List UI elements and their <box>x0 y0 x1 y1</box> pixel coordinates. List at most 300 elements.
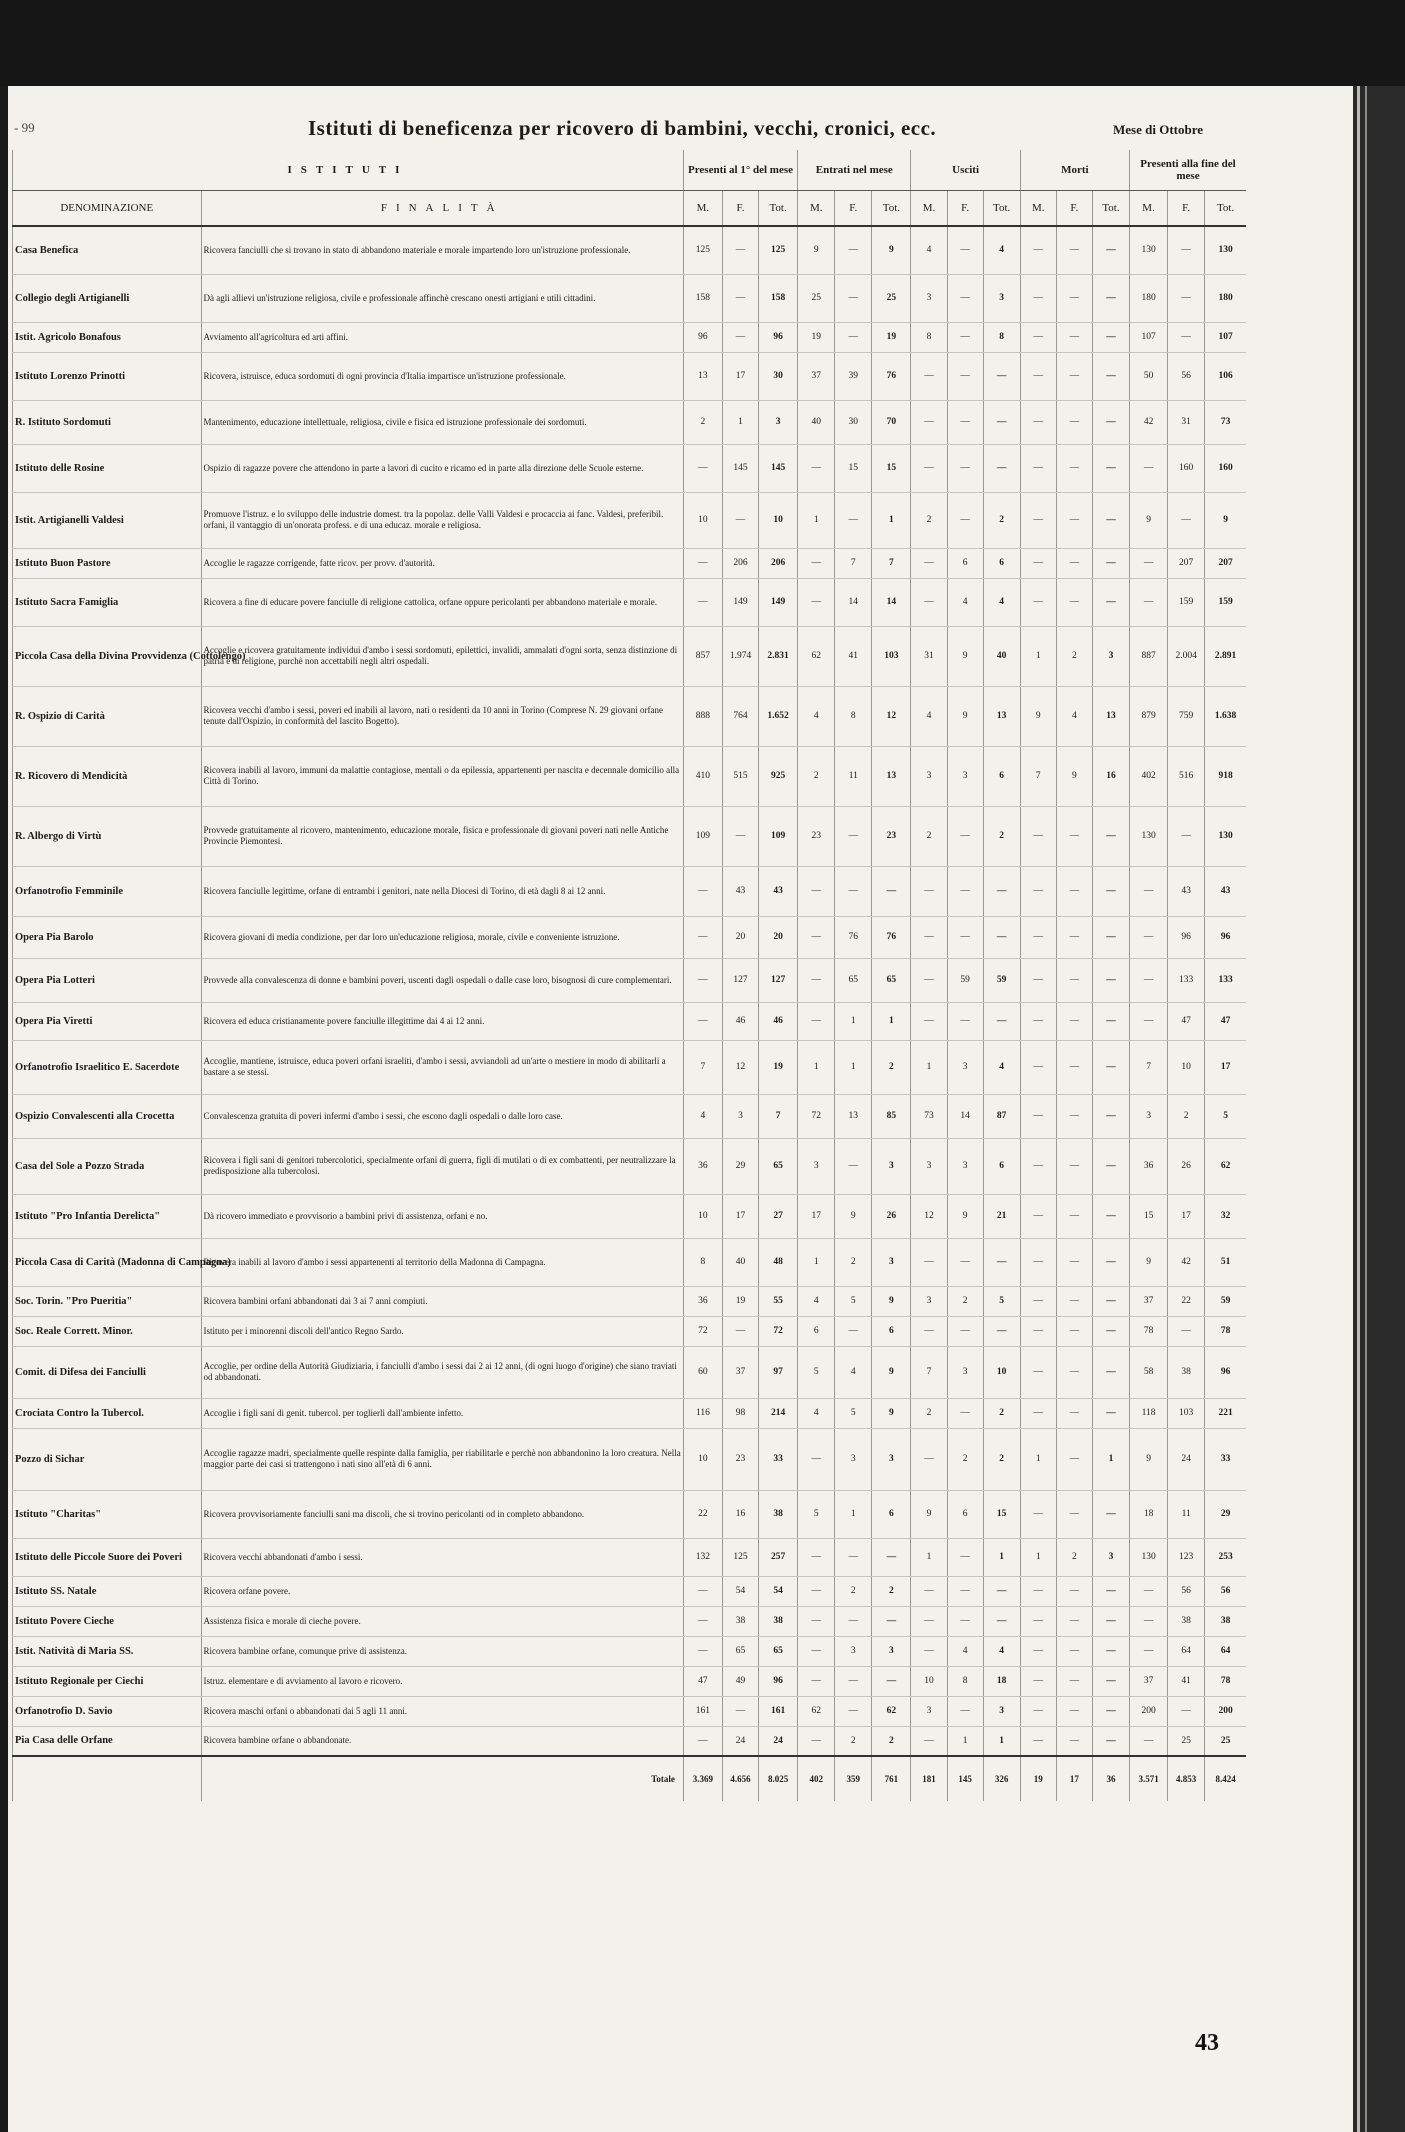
count-cell: 158 <box>683 274 722 322</box>
count-cell: 51 <box>1205 1238 1246 1286</box>
institution-name: Istituto Povere Cieche <box>13 1606 202 1636</box>
count-cell: 76 <box>872 352 911 400</box>
institution-name: Opera Pia Barolo <box>13 916 202 958</box>
count-cell: 12 <box>911 1194 947 1238</box>
count-cell: 36 <box>683 1138 722 1194</box>
count-cell: 46 <box>759 1002 798 1040</box>
table-body <box>13 226 1247 1756</box>
count-cell: 62 <box>1205 1138 1246 1194</box>
count-cell: — <box>947 444 983 492</box>
count-cell: — <box>1020 548 1056 578</box>
count-cell: 3 <box>947 1138 983 1194</box>
count-cell: 6 <box>983 1138 1020 1194</box>
institution-name: Ospizio Convalescenti alla Crocetta <box>13 1094 202 1138</box>
count-cell: 37 <box>1130 1286 1168 1316</box>
count-cell: — <box>835 1138 872 1194</box>
count-cell: 130 <box>1130 1538 1168 1576</box>
header-f: F. <box>835 191 872 227</box>
count-cell: 15 <box>983 1490 1020 1538</box>
count-cell: 107 <box>1130 322 1168 352</box>
count-cell: — <box>1056 226 1092 274</box>
count-cell: 10 <box>1168 1040 1205 1094</box>
count-cell: 22 <box>1168 1286 1205 1316</box>
count-cell: — <box>835 1316 872 1346</box>
institution-purpose: Ricovera a fine di educare povere fanciulle di religione cattolica, orfane oppure pericolanti per abbandono materiale e morale. <box>201 578 683 626</box>
institution-purpose: Istituto per i minorenni discoli dell'antico Regno Sardo. <box>201 1316 683 1346</box>
institution-name: Istituto "Charitas" <box>13 1490 202 1538</box>
institution-purpose: Ricovera fanciulli che si trovano in stato di abbandono materiale e morale impartendo loro un'istruzione professionale. <box>201 226 683 274</box>
count-cell: — <box>1020 1194 1056 1238</box>
count-cell: 9 <box>1056 746 1092 806</box>
count-cell: — <box>1020 274 1056 322</box>
count-cell: 3 <box>872 1428 911 1490</box>
count-cell: — <box>1056 1238 1092 1286</box>
count-cell: 7 <box>683 1040 722 1094</box>
count-cell: 5 <box>1205 1094 1246 1138</box>
table-row <box>13 226 1247 274</box>
count-cell: 96 <box>759 1666 798 1696</box>
count-cell: — <box>1168 322 1205 352</box>
count-cell: — <box>683 444 722 492</box>
totals-cell: 36 <box>1092 1756 1129 1801</box>
institution-name: Casa Benefica <box>13 226 202 274</box>
count-cell: 17 <box>722 352 758 400</box>
count-cell: — <box>1092 1666 1129 1696</box>
scan-top-border <box>0 0 1405 86</box>
count-cell: 8 <box>947 1666 983 1696</box>
totals-cell: 3.571 <box>1130 1756 1168 1801</box>
count-cell: — <box>1130 866 1168 916</box>
header-m: M. <box>683 191 722 227</box>
table-row <box>13 1666 1247 1696</box>
count-cell: 73 <box>911 1094 947 1138</box>
institution-purpose: Dà ricovero immediato e provvisorio a bambini privi di assistenza, orfani e no. <box>201 1194 683 1238</box>
totals-cell: 3.369 <box>683 1756 722 1801</box>
count-cell: — <box>1092 400 1129 444</box>
count-cell: 1 <box>798 1040 835 1094</box>
count-cell: — <box>911 1636 947 1666</box>
count-cell: 7 <box>1020 746 1056 806</box>
institution-name: Istituto Sacra Famiglia <box>13 578 202 626</box>
count-cell: 15 <box>835 444 872 492</box>
count-cell: 109 <box>683 806 722 866</box>
count-cell: 3 <box>1092 626 1129 686</box>
institution-name: Orfanotrofio D. Savio <box>13 1696 202 1726</box>
count-cell: — <box>683 1636 722 1666</box>
count-cell: 27 <box>759 1194 798 1238</box>
count-cell: — <box>1168 1316 1205 1346</box>
institution-purpose: Ricovera, istruisce, educa sordomuti di ogni provincia d'Italia impartisce un'istruzione professionale. <box>201 352 683 400</box>
count-cell: 118 <box>1130 1398 1168 1428</box>
count-cell: — <box>683 578 722 626</box>
count-cell: — <box>1020 322 1056 352</box>
count-cell: 1.974 <box>722 626 758 686</box>
count-cell: 125 <box>759 226 798 274</box>
count-cell: 65 <box>722 1636 758 1666</box>
count-cell: — <box>1020 1666 1056 1696</box>
count-cell: — <box>1092 444 1129 492</box>
count-cell: 97 <box>759 1346 798 1398</box>
count-cell: — <box>722 274 758 322</box>
institution-name: Istituto Regionale per Ciechi <box>13 1666 202 1696</box>
institution-purpose: Ricovera i figli sani di genitori tubercolotici, specialmente orfani di guerra, figli di mutilati o di ex combattenti, per neutralizzare la predisposizione alla tubercolosi. <box>201 1138 683 1194</box>
count-cell: — <box>798 578 835 626</box>
count-cell: 9 <box>1130 492 1168 548</box>
count-cell: 515 <box>722 746 758 806</box>
table-row <box>13 806 1247 866</box>
count-cell: 4 <box>798 1398 835 1428</box>
count-cell: 145 <box>722 444 758 492</box>
count-cell: — <box>722 806 758 866</box>
count-cell: 30 <box>759 352 798 400</box>
count-cell: 2 <box>983 492 1020 548</box>
count-cell: 15 <box>1130 1194 1168 1238</box>
institution-purpose: Ricovera fanciulle legittime, orfane di entrambi i genitori, nate nella Diocesi di Torino, di età dagli 8 ai 12 anni. <box>201 866 683 916</box>
header-tot: Tot. <box>1092 191 1129 227</box>
count-cell: 4 <box>947 1636 983 1666</box>
count-cell: — <box>835 274 872 322</box>
count-cell: — <box>872 1606 911 1636</box>
count-cell: 78 <box>1205 1666 1246 1696</box>
count-cell: 160 <box>1205 444 1246 492</box>
institution-purpose: Promuove l'istruz. e lo sviluppo delle industrie domest. tra la popolaz. delle Valli Valdesi e procaccia ai fanc. Valdesi, preferibil. orfani, il vantaggio di un'onorata profess. e di una educaz. morale e religiosa. <box>201 492 683 548</box>
count-cell: — <box>1020 1398 1056 1428</box>
count-cell: — <box>1092 1138 1129 1194</box>
count-cell: — <box>1168 226 1205 274</box>
count-cell: 59 <box>983 958 1020 1002</box>
count-cell: — <box>947 1576 983 1606</box>
count-cell: 257 <box>759 1538 798 1576</box>
count-cell: 26 <box>1168 1138 1205 1194</box>
count-cell: — <box>1056 1346 1092 1398</box>
count-cell: 1 <box>911 1040 947 1094</box>
table-row <box>13 578 1247 626</box>
header-f: F. <box>947 191 983 227</box>
count-cell: — <box>947 1606 983 1636</box>
count-cell: 19 <box>759 1040 798 1094</box>
count-cell: 72 <box>683 1316 722 1346</box>
count-cell: — <box>947 274 983 322</box>
count-cell: — <box>983 1576 1020 1606</box>
count-cell: 11 <box>835 746 872 806</box>
institution-purpose: Mantenimento, educazione intellettuale, religiosa, civile e fisica ed istruzione professionale dei sordomuti. <box>201 400 683 444</box>
count-cell: — <box>1092 1696 1129 1726</box>
count-cell: 23 <box>872 806 911 866</box>
page-number: 43 <box>1195 2030 1219 2056</box>
count-cell: 96 <box>759 322 798 352</box>
count-cell: — <box>1130 1002 1168 1040</box>
count-cell: 130 <box>1130 226 1168 274</box>
count-cell: 16 <box>1092 746 1129 806</box>
count-cell: — <box>1056 1636 1092 1666</box>
count-cell: 2 <box>947 1286 983 1316</box>
table-row <box>13 1398 1247 1428</box>
institution-name: Soc. Torin. "Pro Pueritia" <box>13 1286 202 1316</box>
count-cell: 2 <box>983 1398 1020 1428</box>
count-cell: 1 <box>1020 1538 1056 1576</box>
institution-purpose: Accoglie, mantiene, istruisce, educa poveri orfani israeliti, d'ambo i sessi, avviandoli ad un'arte o mestiere in modo di abilitarli a bastare a se stessi. <box>201 1040 683 1094</box>
institution-purpose: Accoglie, per ordine della Autorità Giudiziaria, i fanciulli d'ambo i sessi dai 2 ai 12 anni, (di ogni luogo d'origine) che siano traviati od abbandonati. <box>201 1346 683 1398</box>
count-cell: 8 <box>983 322 1020 352</box>
count-cell: — <box>1092 1726 1129 1756</box>
institution-purpose: Dà agli allievi un'istruzione religiosa, civile e professionale affinchè crescano onesti artigiani e utili cittadini. <box>201 274 683 322</box>
count-cell: 2 <box>872 1576 911 1606</box>
count-cell: — <box>1056 492 1092 548</box>
count-cell: — <box>1092 1316 1129 1346</box>
count-cell: 2 <box>983 1428 1020 1490</box>
count-cell: 21 <box>983 1194 1020 1238</box>
count-cell: 10 <box>911 1666 947 1696</box>
count-cell: 2 <box>1056 626 1092 686</box>
count-cell: — <box>947 322 983 352</box>
institution-name: Orfanotrofio Femminile <box>13 866 202 916</box>
count-cell: 4 <box>1056 686 1092 746</box>
count-cell: — <box>947 1238 983 1286</box>
count-cell: — <box>1056 1490 1092 1538</box>
institution-purpose: Accoglie i figli sani di genit. tubercol. per toglierli dall'ambiente infetto. <box>201 1398 683 1428</box>
count-cell: — <box>683 916 722 958</box>
institution-name: Orfanotrofio Israelitico E. Sacerdote <box>13 1040 202 1094</box>
count-cell: — <box>1056 1696 1092 1726</box>
count-cell: 7 <box>759 1094 798 1138</box>
count-cell: 221 <box>1205 1398 1246 1428</box>
count-cell: 9 <box>1205 492 1246 548</box>
count-cell: 4 <box>983 1636 1020 1666</box>
count-cell: 54 <box>759 1576 798 1606</box>
count-cell: 76 <box>872 916 911 958</box>
count-cell: 145 <box>759 444 798 492</box>
count-cell: — <box>798 1538 835 1576</box>
count-cell: 9 <box>872 1346 911 1398</box>
count-cell: 7 <box>1130 1040 1168 1094</box>
count-cell: 3 <box>983 274 1020 322</box>
count-cell: — <box>872 1666 911 1696</box>
count-cell: 11 <box>1168 1490 1205 1538</box>
count-cell: — <box>983 916 1020 958</box>
count-cell: 1 <box>872 1002 911 1040</box>
count-cell: — <box>1092 548 1129 578</box>
count-cell: 6 <box>947 548 983 578</box>
count-cell: 1 <box>947 1726 983 1756</box>
count-cell: — <box>947 1002 983 1040</box>
count-cell: 5 <box>835 1398 872 1428</box>
count-cell: — <box>835 322 872 352</box>
count-cell: 39 <box>835 352 872 400</box>
count-cell: 1 <box>872 492 911 548</box>
count-cell: 1 <box>1020 626 1056 686</box>
page-title: Istituti di beneficenza per ricovero di bambini, vecchi, cronici, ecc. <box>308 116 937 140</box>
document-page <box>8 86 1353 2132</box>
count-cell: 23 <box>722 1428 758 1490</box>
count-cell: — <box>1092 1286 1129 1316</box>
count-cell: 32 <box>1205 1194 1246 1238</box>
count-cell: 133 <box>1168 958 1205 1002</box>
count-cell: — <box>1092 578 1129 626</box>
count-cell: 759 <box>1168 686 1205 746</box>
page-reference: - 99 <box>14 120 35 135</box>
count-cell: 106 <box>1205 352 1246 400</box>
count-cell: 149 <box>722 578 758 626</box>
count-cell: 4 <box>683 1094 722 1138</box>
count-cell: 4 <box>911 226 947 274</box>
count-cell: 2 <box>911 1398 947 1428</box>
count-cell: 3 <box>835 1428 872 1490</box>
count-cell: — <box>1056 1398 1092 1428</box>
count-cell: — <box>1020 1490 1056 1538</box>
count-cell: 1 <box>835 1002 872 1040</box>
count-cell: 159 <box>1168 578 1205 626</box>
count-cell: 73 <box>1205 400 1246 444</box>
count-cell: 3 <box>911 1286 947 1316</box>
count-cell: — <box>683 548 722 578</box>
count-cell: 6 <box>983 548 1020 578</box>
totals-cell: 359 <box>835 1756 872 1801</box>
count-cell: 43 <box>1205 866 1246 916</box>
count-cell: 13 <box>872 746 911 806</box>
count-cell: — <box>1020 444 1056 492</box>
header-m: M. <box>1020 191 1056 227</box>
count-cell: 41 <box>835 626 872 686</box>
count-cell: — <box>983 444 1020 492</box>
count-cell: 402 <box>1130 746 1168 806</box>
totals-cell: 4.656 <box>722 1756 758 1801</box>
count-cell: 200 <box>1205 1696 1246 1726</box>
count-cell: 127 <box>759 958 798 1002</box>
table-row <box>13 866 1247 916</box>
institution-purpose: Ricovera vecchi abbandonati d'ambo i sessi. <box>201 1538 683 1576</box>
header-m: M. <box>798 191 835 227</box>
count-cell: 109 <box>759 806 798 866</box>
count-cell: — <box>835 1538 872 1576</box>
table-row <box>13 1428 1247 1490</box>
table-row <box>13 1346 1247 1398</box>
count-cell: 56 <box>1205 1576 1246 1606</box>
count-cell: 26 <box>872 1194 911 1238</box>
count-cell: 62 <box>872 1696 911 1726</box>
count-cell: — <box>683 958 722 1002</box>
count-cell: 65 <box>759 1636 798 1666</box>
count-cell: 4 <box>835 1346 872 1398</box>
count-cell: — <box>1056 1726 1092 1756</box>
count-cell: — <box>1168 274 1205 322</box>
count-cell: 40 <box>798 400 835 444</box>
header-tot: Tot. <box>872 191 911 227</box>
count-cell: — <box>911 1316 947 1346</box>
count-cell: — <box>1092 1094 1129 1138</box>
header-row-groups <box>13 150 1247 191</box>
count-cell: — <box>911 916 947 958</box>
count-cell: 9 <box>947 626 983 686</box>
count-cell: 2 <box>835 1238 872 1286</box>
count-cell: — <box>947 916 983 958</box>
count-cell: — <box>835 1666 872 1696</box>
count-cell: 206 <box>722 548 758 578</box>
count-cell: 42 <box>1168 1238 1205 1286</box>
count-cell: 3 <box>911 746 947 806</box>
count-cell: 9 <box>872 1398 911 1428</box>
table-row <box>13 746 1247 806</box>
count-cell: 1 <box>835 1040 872 1094</box>
totals-cell: 145 <box>947 1756 983 1801</box>
table-row <box>13 1538 1247 1576</box>
count-cell: 130 <box>1205 226 1246 274</box>
count-cell: 37 <box>1130 1666 1168 1696</box>
count-cell: 62 <box>798 626 835 686</box>
count-cell: 2 <box>911 492 947 548</box>
count-cell: 4 <box>798 686 835 746</box>
institution-purpose: Ricovera bambine orfane o abbandonate. <box>201 1726 683 1756</box>
count-cell: — <box>947 400 983 444</box>
count-cell: 9 <box>835 1194 872 1238</box>
count-cell: 13 <box>683 352 722 400</box>
count-cell: 55 <box>759 1286 798 1316</box>
count-cell: 6 <box>983 746 1020 806</box>
count-cell: 96 <box>683 322 722 352</box>
count-cell: — <box>1020 226 1056 274</box>
count-cell: — <box>798 916 835 958</box>
count-cell: 37 <box>722 1346 758 1398</box>
count-cell: 103 <box>872 626 911 686</box>
count-cell: — <box>1020 1286 1056 1316</box>
institution-name: Crociata Contro la Tubercol. <box>13 1398 202 1428</box>
count-cell: 38 <box>1205 1606 1246 1636</box>
institution-name: Istituto Lorenzo Prinotti <box>13 352 202 400</box>
institution-purpose: Accoglie ragazze madri, specialmente quelle respinte dalla famiglia, per riabilitarle e perchè non abbandonino la loro creatura. Nella maggior parte dei casi si trattengono i nati sino all'età di 6 anni. <box>201 1428 683 1490</box>
count-cell: — <box>1020 1696 1056 1726</box>
count-cell: 207 <box>1168 548 1205 578</box>
institution-purpose: Ricovera giovani di media condizione, per dar loro un'educazione religiosa, morale, civile e conveniente istruzione. <box>201 916 683 958</box>
count-cell: — <box>983 1606 1020 1636</box>
institution-purpose: Ricovera inabili al lavoro d'ambo i sessi appartenenti al territorio della Madonna di Campagna. <box>201 1238 683 1286</box>
count-cell: — <box>798 1002 835 1040</box>
count-cell: — <box>911 1606 947 1636</box>
count-cell: 9 <box>1020 686 1056 746</box>
table-row <box>13 1696 1247 1726</box>
count-cell: 2 <box>983 806 1020 866</box>
count-cell: 3 <box>947 1346 983 1398</box>
header-denominazione: DENOMINAZIONE <box>13 191 202 227</box>
count-cell: 130 <box>1205 806 1246 866</box>
count-cell: — <box>1020 1040 1056 1094</box>
institution-name: Istituto Buon Pastore <box>13 548 202 578</box>
count-cell: 18 <box>983 1666 1020 1696</box>
count-cell: — <box>1020 1094 1056 1138</box>
count-cell: 70 <box>872 400 911 444</box>
institution-name: Istituto SS. Natale <box>13 1576 202 1606</box>
count-cell: — <box>1092 806 1129 866</box>
count-cell: 2 <box>947 1428 983 1490</box>
count-cell: 65 <box>872 958 911 1002</box>
count-cell: 214 <box>759 1398 798 1428</box>
institution-name: Piccola Casa di Carità (Madonna di Campagna) <box>13 1238 202 1286</box>
count-cell: 9 <box>872 226 911 274</box>
count-cell: — <box>1092 1194 1129 1238</box>
count-cell: — <box>683 1606 722 1636</box>
table-row <box>13 958 1247 1002</box>
count-cell: 49 <box>722 1666 758 1696</box>
totals-label: Totale <box>201 1756 683 1801</box>
institution-purpose: Accoglie e ricovera gratuitamente individui d'ambo i sessi sordomuti, epilettici, invalidi, ammalati d'ogni sorta, senza distinzione di patria e di religione, purchè non accettabili negli altri ospedali. <box>201 626 683 686</box>
count-cell: — <box>983 1316 1020 1346</box>
count-cell: — <box>722 322 758 352</box>
count-cell: 14 <box>872 578 911 626</box>
count-cell: — <box>1130 1606 1168 1636</box>
count-cell: 3 <box>798 1138 835 1194</box>
institution-purpose: Ricovera bambini orfani abbandonati dai 3 ai 7 anni compiuti. <box>201 1286 683 1316</box>
count-cell: 4 <box>983 226 1020 274</box>
count-cell: — <box>835 492 872 548</box>
institution-name: Istit. Agricolo Bonafous <box>13 322 202 352</box>
